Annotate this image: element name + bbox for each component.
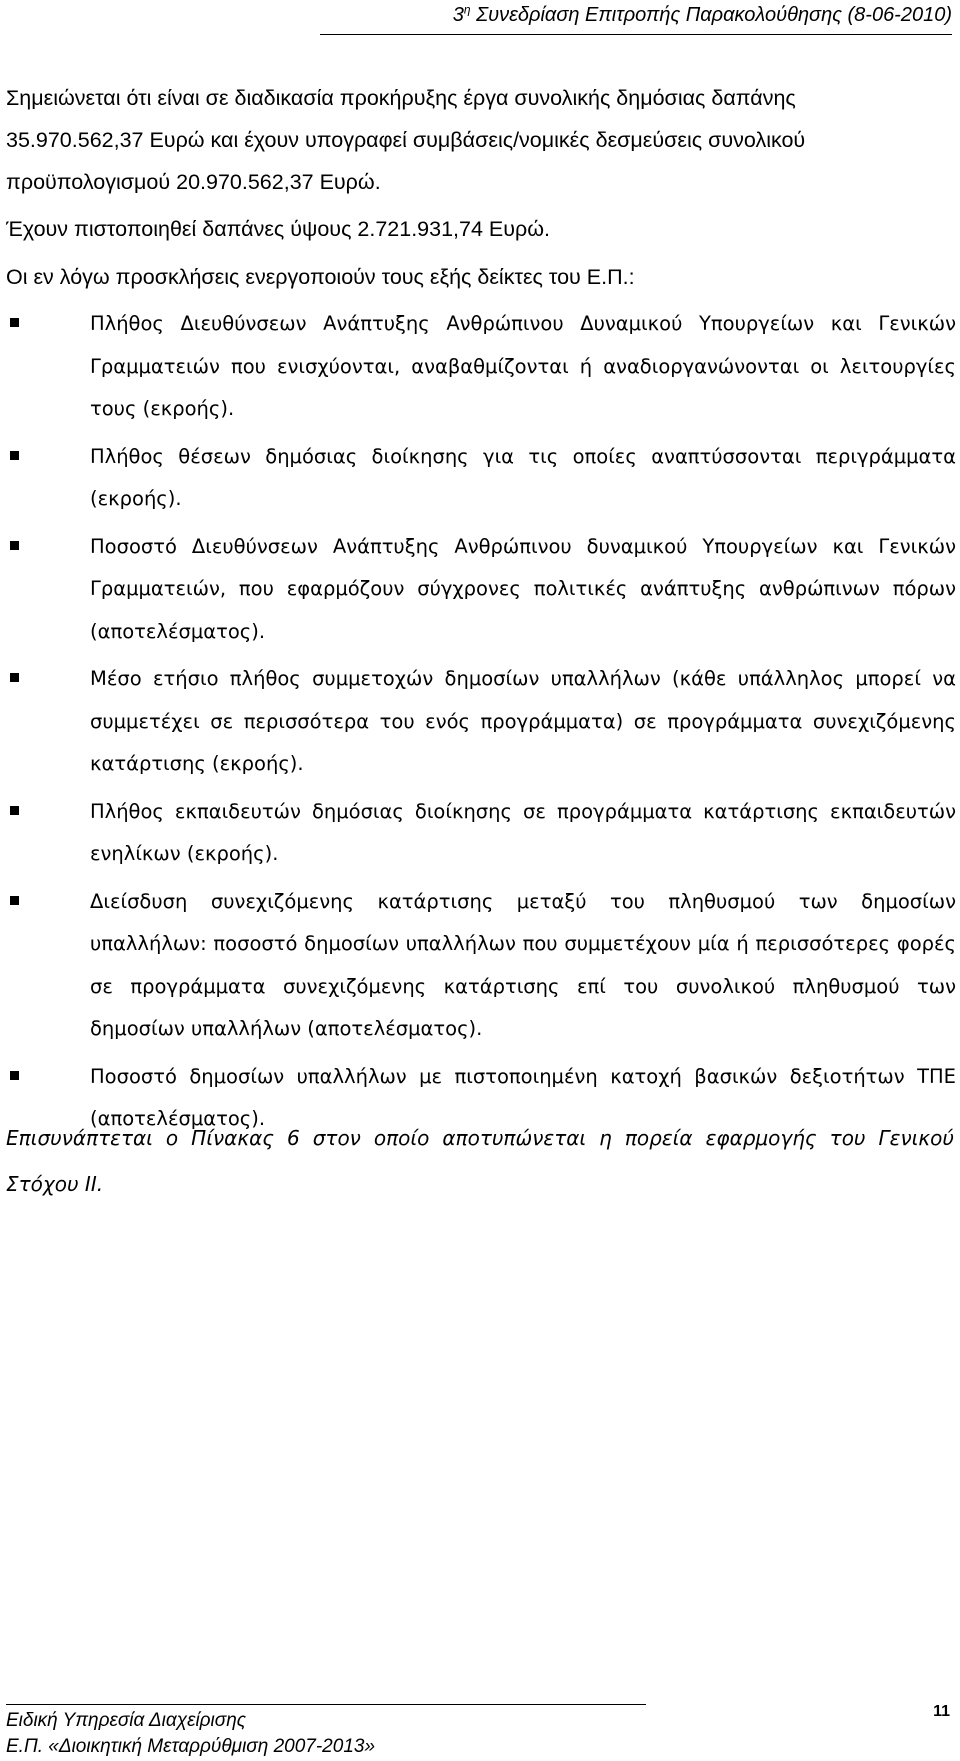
square-bullet-icon: [10, 541, 19, 550]
body-line: προϋπολογισμού 20.970.562,37 Ευρώ.: [6, 170, 381, 194]
square-bullet-icon: [10, 673, 19, 682]
body-line: 35.970.562,37 Ευρώ και έχουν υπογραφεί συμβάσεις/νομικές δεσμεύσεις συνολικού: [6, 128, 806, 152]
header-divider: [320, 34, 952, 35]
body-line: Οι εν λόγω προσκλήσεις ενεργοποιούν τους εξής δείκτες του Ε.Π.:: [6, 265, 635, 289]
indicator-list: [0, 303, 960, 1141]
header-title-rest: Συνεδρίαση Επιτροπής Παρακολούθησης (8-06-2010): [470, 4, 952, 26]
body-line: Έχουν πιστοποιηθεί δαπάνες ύψους 2.721.931,74 Ευρώ.: [6, 217, 550, 241]
header-title: [453, 2, 952, 28]
list-item: [0, 526, 960, 654]
list-item-text: Πλήθος εκπαιδευτών δημόσιας διοίκησης σε προγράμματα κατάρτισης εκπαιδευτών ενηλίκων (εκροής).: [90, 799, 956, 865]
list-item: [0, 881, 960, 1051]
square-bullet-icon: [10, 451, 19, 460]
header-title-superscript: η: [463, 2, 471, 17]
list-item-text: Μέσο ετήσιο πλήθος συμμετοχών δημοσίων υπαλλήλων (κάθε υπάλληλος μπορεί να συμμετέχει σε περισσότερα του ενός προγράμματα) σε προγράμματα συνεχιζόμενης κατάρτισης (εκροής).: [90, 667, 956, 775]
footer-programme: Ε.Π. «Διοικητική Μεταρρύθμιση 2007-2013»: [6, 1736, 376, 1757]
list-item-text: Ποσοστό δημοσίων υπαλλήλων με πιστοποιημένη κατοχή βασικών δεξιοτήτων ΤΠΕ (αποτελέσματος).: [90, 1064, 956, 1130]
list-item-text: Πλήθος Διευθύνσεων Ανάπτυξης Ανθρώπινου Δυναμικού Υπουργείων και Γενικών Γραμματειών που ενισχύονται, αναβαθμίζονται ή αναδιοργανώνονται οι λειτουργίες τους (εκροής).: [90, 312, 956, 420]
header-title-prefix: 3: [452, 4, 464, 26]
square-bullet-icon: [10, 806, 19, 815]
closing-paragraph: Επισυνάπτεται ο Πίνακας 6 στον οποίο αποτυπώνεται η πορεία εφαρμογής του Γενικού Στόχου ΙΙ.: [6, 1126, 954, 1196]
square-bullet-icon: [10, 318, 19, 327]
list-item: [0, 791, 960, 876]
body-line: Σημειώνεται ότι είναι σε διαδικασία προκήρυξης έργα συνολικής δημόσιας δαπάνης: [6, 86, 796, 110]
list-item-text: Διείσδυση συνεχιζόμενης κατάρτισης μεταξύ του πληθυσμού των δημοσίων υπαλλήλων: ποσοστό δημοσίων υπαλλήλων που συμμετέχουν μία ή περισσότερες φορές σε προγράμματα συνεχιζόμενης κατάρτισης επί του συνολικού πληθυσμού των δημοσίων υπαλλήλων (αποτελέσματος).: [90, 889, 956, 1040]
list-item: [0, 303, 960, 431]
list-item: [0, 658, 960, 786]
square-bullet-icon: [10, 1071, 19, 1080]
footer-organization: Ειδική Υπηρεσία Διαχείρισης: [6, 1710, 247, 1731]
square-bullet-icon: [10, 896, 19, 905]
list-item-text: Ποσοστό Διευθύνσεων Ανάπτυξης Ανθρώπινου δυναμικού Υπουργείων και Γενικών Γραμματειών, που εφαρμόζουν σύγχρονες πολιτικές ανάπτυξης ανθρώπινων πόρων (αποτελέσματος).: [90, 534, 956, 643]
list-item-text: Πλήθος θέσεων δημόσιας διοίκησης για τις οποίες αναπτύσσονται περιγράμματα (εκροής).: [90, 444, 956, 510]
page-number: 11: [933, 1703, 950, 1720]
footer-divider: [6, 1704, 646, 1705]
list-item: [0, 436, 960, 521]
